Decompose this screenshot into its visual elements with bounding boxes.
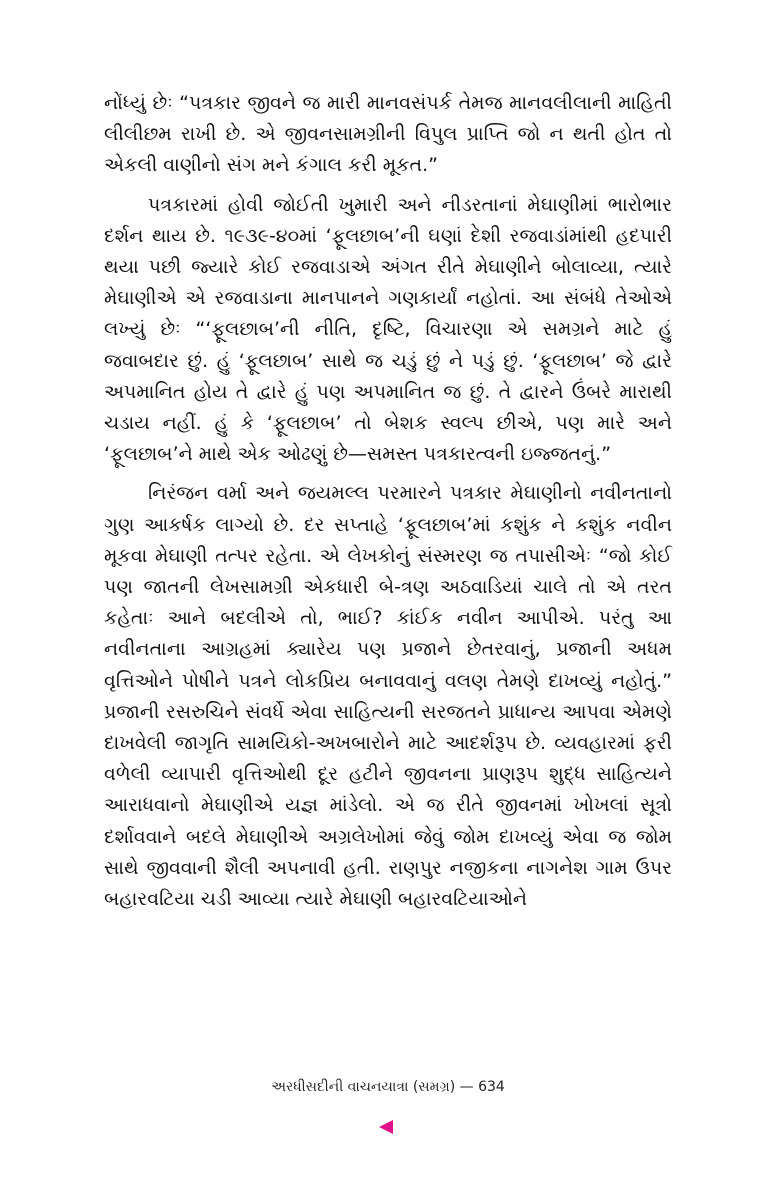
paragraph-3: નિરંજન વર્મા અને જયમલ્લ પરમારને પત્રકાર મેઘાણીનો નવીનતાનો ગુણ આકર્ષક લાગ્યો છે. દર સપ્તાહે ‘ફૂલછાબ’માં કશુંક ને કશુંક નવીન મૂકવા મેઘાણી તત્પર રહેતા. એ લેખકોનું સંસ્મરણ જ તપાસીએઃ “જો કોઈ પણ જાતની લેખસામગ્રી એકધારી બે-ત્રણ અઠવાડિયાં ચાલે તો એ તરત કહેતાઃ આને બદલીએ તો, ભાઈ? કાંઈક નવીન આપીએ. પરંતુ આ નવીનતાના આગ્રહમાં ક્યારેય પણ પ્રજાને છેતરવાનું, પ્રજાની અધમ વૃત્તિઓને પોષીને પત્રને લોકપ્રિય બનાવવાનું વલણ તેમણે દાખવ્યું નહોતું.” પ્રજાની રસરુચિને સંવર્ધે એવા સાહિત્યની સરજતને પ્રાધાન્ય આપવા એમણે દાખવેલી જાગૃતિ સામયિકો-અખબારોને માટે આદર્શરૂપ છે. વ્યવહારમાં ફરી વળેલી વ્યાપારી વૃત્તિઓથી દૂર હટીને જીવનના પ્રાણરૂપ શુદ્ધ સાહિત્યને આરાધવાનો મેઘાણીએ યજ્ઞ માંડેલો. એ જ રીતે જીવનમાં ખોખલાં સૂત્રો દર્શાવવાને બદલે મેઘાણીએ અગ્રલેખોમાં જેવું જોમ દાખવ્યું એવા જ જોમ સાથે જીવવાની શૈલી અપનાવી હતી. રાણપુર નજીકના નાગનેશ ગામ ઉપર બહારવટિયા ચડી આવ્યા ત્યારે મેઘાણી બહારવટિયાઓને bbox=[104, 482, 672, 911]
page-body bbox=[104, 88, 672, 915]
paragraph-2: પત્રકારમાં હોવી જોઈતી ખુમારી અને નીડરતાનાં મેઘાણીમાં ભારોભાર દર્શન થાય છે. ૧૯૩૯-૪૦માં ‘ફૂલછાબ’ની ઘણાં દેશી રજવાડાંમાંથી હદપારી થયા પછી જ્યારે કોઈ રજવાડાએ અંગત રીતે મેઘાણીને બોલાવ્યા, ત્યારે મેઘાણીએ એ રજવાડાના માનપાનને ગણકાર્યાં નહોતાં. આ સંબંધે તેઓએ લખ્યું છેઃ “‘ફૂલછાબ’ની નીતિ, દૃષ્ટિ, વિચારણા એ સમગ્રને માટે હું જવાબદાર છું. હું ‘ફૂલછાબ’ સાથે જ ચડું છું ને પડું છું. ‘ફૂલછાબ’ જે દ્વારે અપમાનિત હોય તે દ્વારે હું પણ અપમાનિત જ છું. તે દ્વારને ઉંબરે મારાથી ચડાય નહીં. હું કે ‘ફૂલછાબ’ તો બેશક સ્વલ્પ છીએ, પણ મારે અને ‘ફૂલછાબ’ને માથે એક ઓઢણું છે—સમસ્ત પત્રકારત્વની ઇજ્જતનું.” bbox=[104, 193, 672, 466]
paragraph-1: નોંધ્યું છેઃ “પત્રકાર જીવને જ મારી માનવસંપર્ક તેમજ માનવલીલાની માહિતી લીલીછમ રાખી છે. એ જીવનસામગ્રીની વિપુલ પ્રાપ્તિ જો ન થતી હોત તો એકલી વાણીનો સંગ મને કંગાલ કરી મૂકત.” bbox=[104, 92, 672, 177]
page-footer: અરધીસદીની વાચનયાત્રા (સમગ્ર) — 634 bbox=[271, 1079, 505, 1095]
previous-page-icon[interactable] bbox=[379, 1120, 393, 1134]
